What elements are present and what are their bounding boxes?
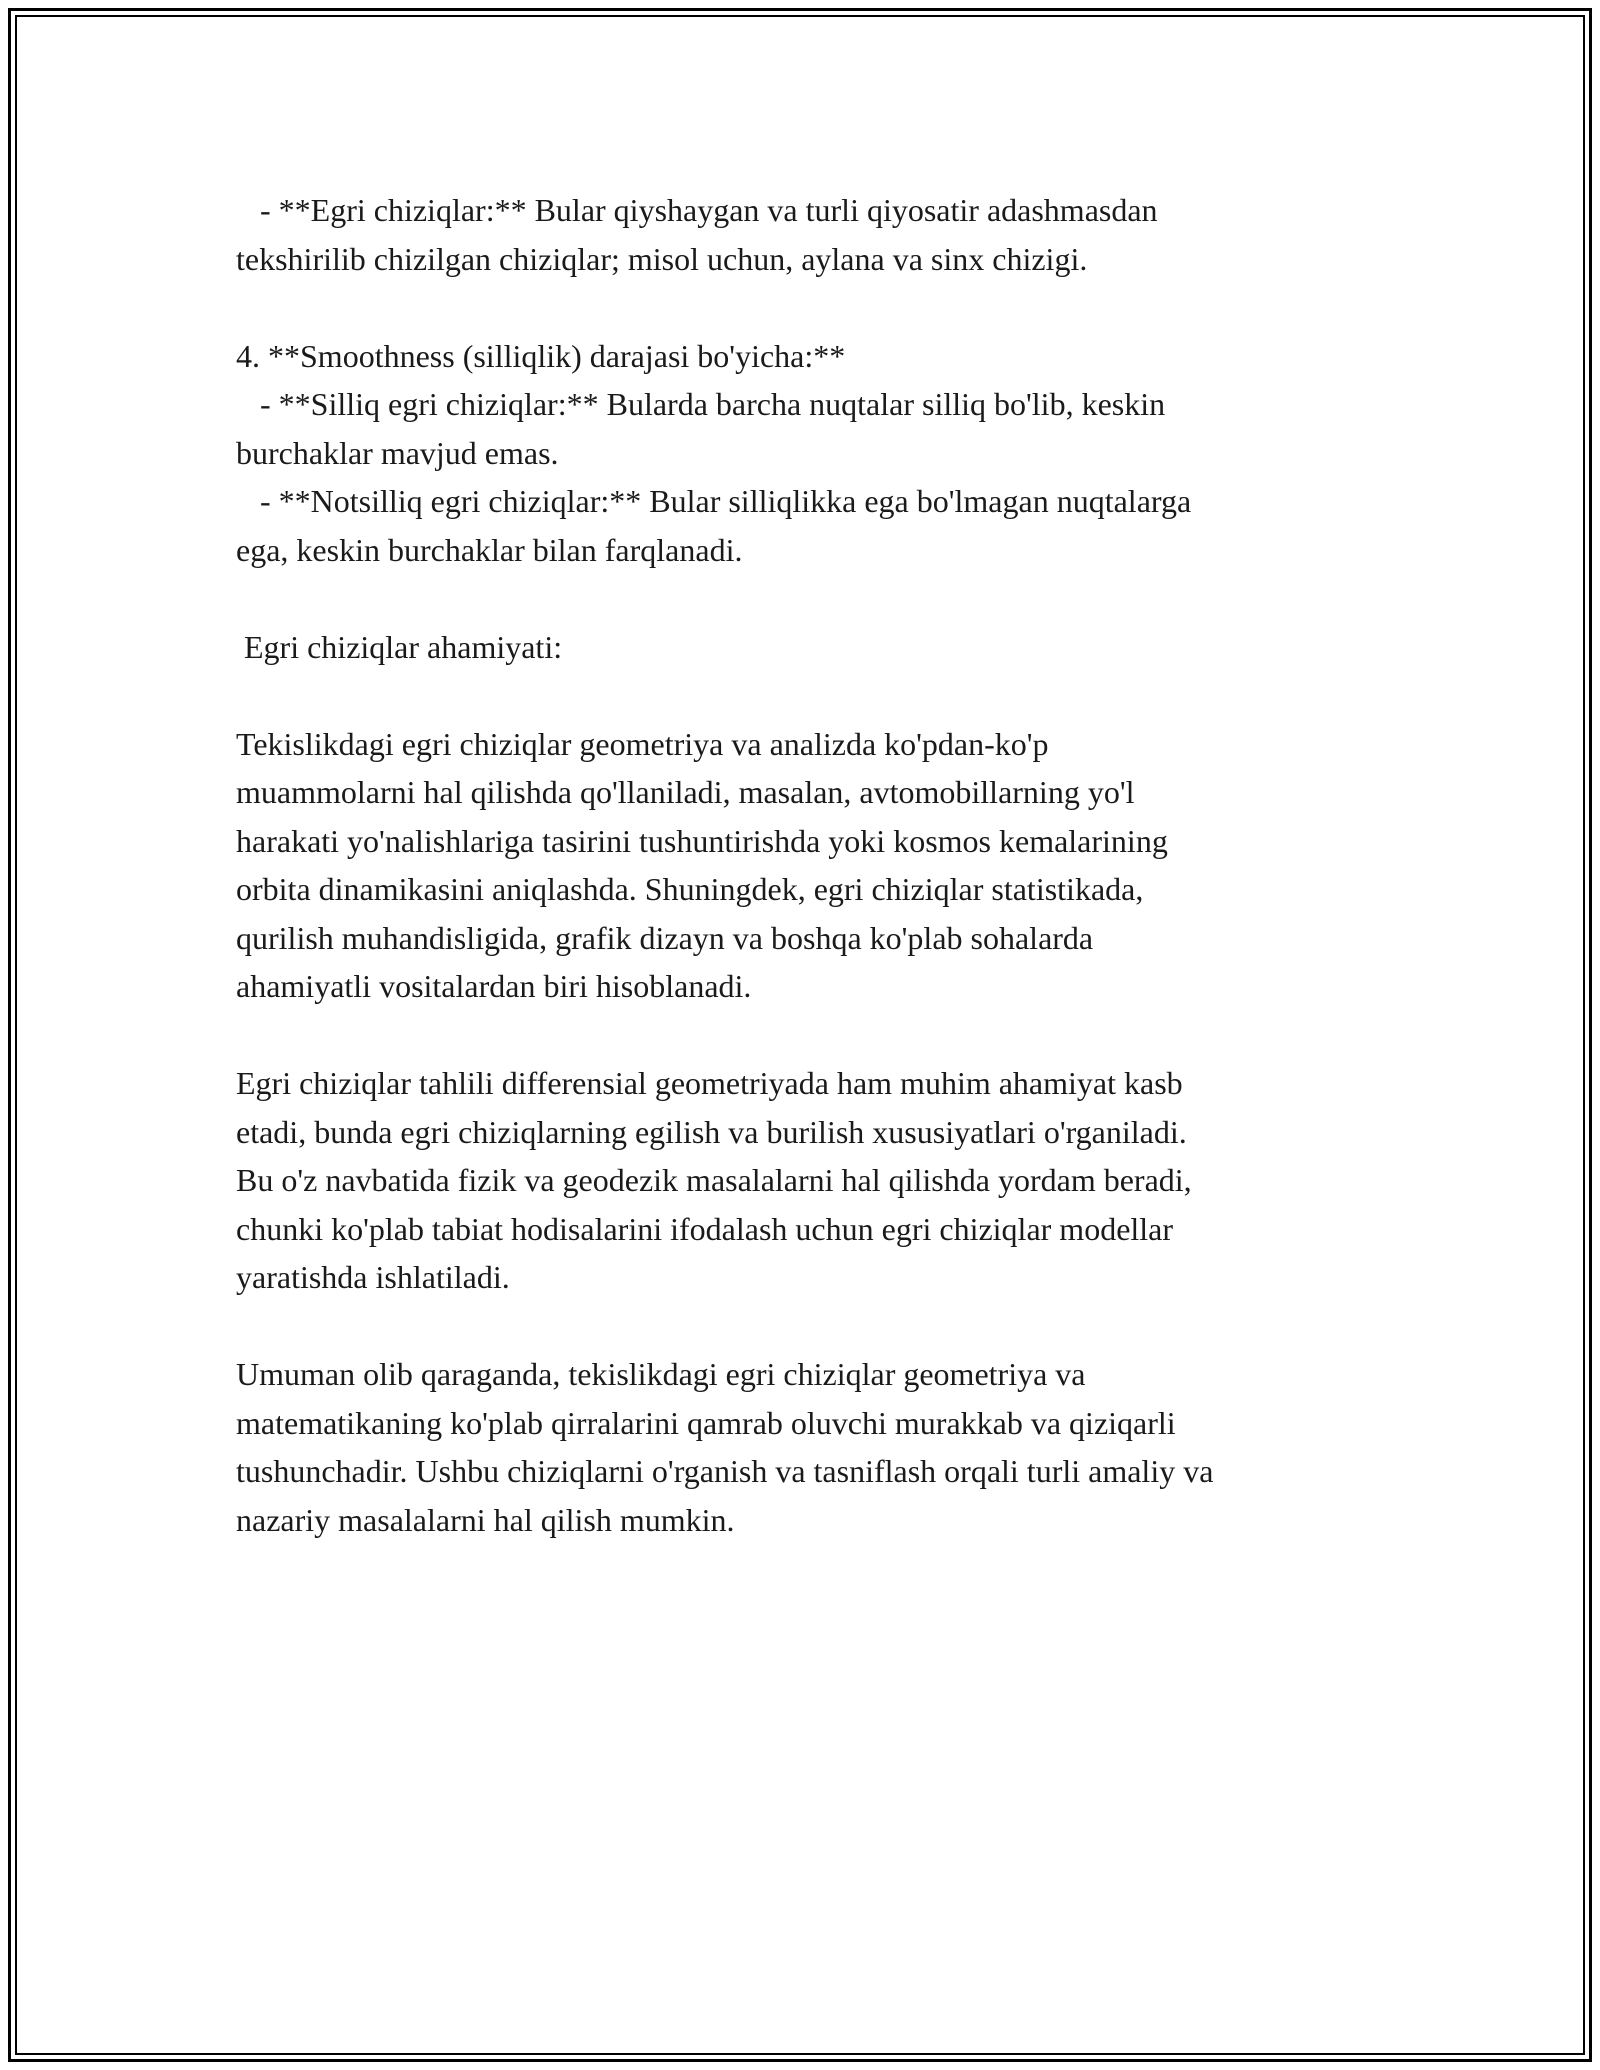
- paragraph-gap: [236, 283, 1396, 332]
- text-line: - **Notsilliq egri chiziqlar:** Bular silliqlikka ega bo'lmagan nuqtalarga: [236, 483, 1192, 519]
- text-line: Tekislikdagi egri chiziqlar geometriya va analizda ko'pdan-ko'p: [236, 725, 1049, 762]
- paragraph-gap: [236, 671, 1396, 720]
- text-line: matematikaning ko'plab qirralarini qamrab oluvchi murakkab va qiziqarli: [236, 1404, 1176, 1441]
- text-line: Bu o'z navbatida fizik va geodezik masalalarni hal qilishda yordam beradi,: [236, 1162, 1192, 1198]
- text-line: - **Silliq egri chiziqlar:** Bularda barcha nuqtalar silliq bo'lib, keskin: [236, 386, 1166, 422]
- paragraph-gap: [236, 1011, 1396, 1060]
- text-line: yaratishda ishlatiladi.: [236, 1259, 510, 1295]
- text-line: orbita dinamikasini aniqlashda. Shuningdek, egri chiziqlar statistikada,: [236, 871, 1144, 907]
- text-line: chunki ko'plab tabiat hodisalarini ifodalash uchun egri chiziqlar modellar: [236, 1210, 1174, 1247]
- section-heading: Egri chiziqlar ahamiyati:: [236, 628, 563, 665]
- paragraph-gap: [236, 1302, 1396, 1351]
- text-line: 4. **Smoothness (silliqlik) darajasi bo'yicha:**: [236, 337, 846, 374]
- text-line: ahamiyatli vositalardan biri hisoblanadi.: [236, 968, 752, 1004]
- paragraph-gap: [236, 574, 1396, 623]
- text-line: tekshirilib chizilgan chiziqlar; misol uchun, aylana va sinx chizigi.: [236, 240, 1088, 277]
- text-line: burchaklar mavjud emas.: [236, 434, 559, 471]
- document-body: [236, 186, 1396, 1544]
- text-line: Egri chiziqlar tahlili differensial geometriyada ham muhim ahamiyat kasb: [236, 1065, 1183, 1101]
- text-line: qurilish muhandisligida, grafik dizayn va boshqa ko'plab sohalarda: [236, 919, 1094, 956]
- text-line: harakati yo'nalishlariga tasirini tushuntirishda yoki kosmos kemalarining: [236, 822, 1168, 859]
- text-line: muammolarni hal qilishda qo'llaniladi, masalan, avtomobillarning yo'l: [236, 774, 1135, 810]
- text-line: Umuman olib qaraganda, tekislikdagi egri chiziqlar geometriya va: [236, 1356, 1086, 1392]
- text-line: ega, keskin burchaklar bilan farqlanadi.: [236, 531, 743, 568]
- text-line: nazariy masalalarni hal qilish mumkin.: [236, 1501, 735, 1538]
- text-line: - **Egri chiziqlar:** Bular qiyshaygan va turli qiyosatir adashmasdan: [236, 192, 1158, 228]
- text-line: etadi, bunda egri chiziqlarning egilish va burilish xususiyatlari o'rganiladi.: [236, 1113, 1187, 1150]
- text-line: tushunchadir. Ushbu chiziqlarni o'rganish va tasniflash orqali turli amaliy va: [236, 1453, 1214, 1489]
